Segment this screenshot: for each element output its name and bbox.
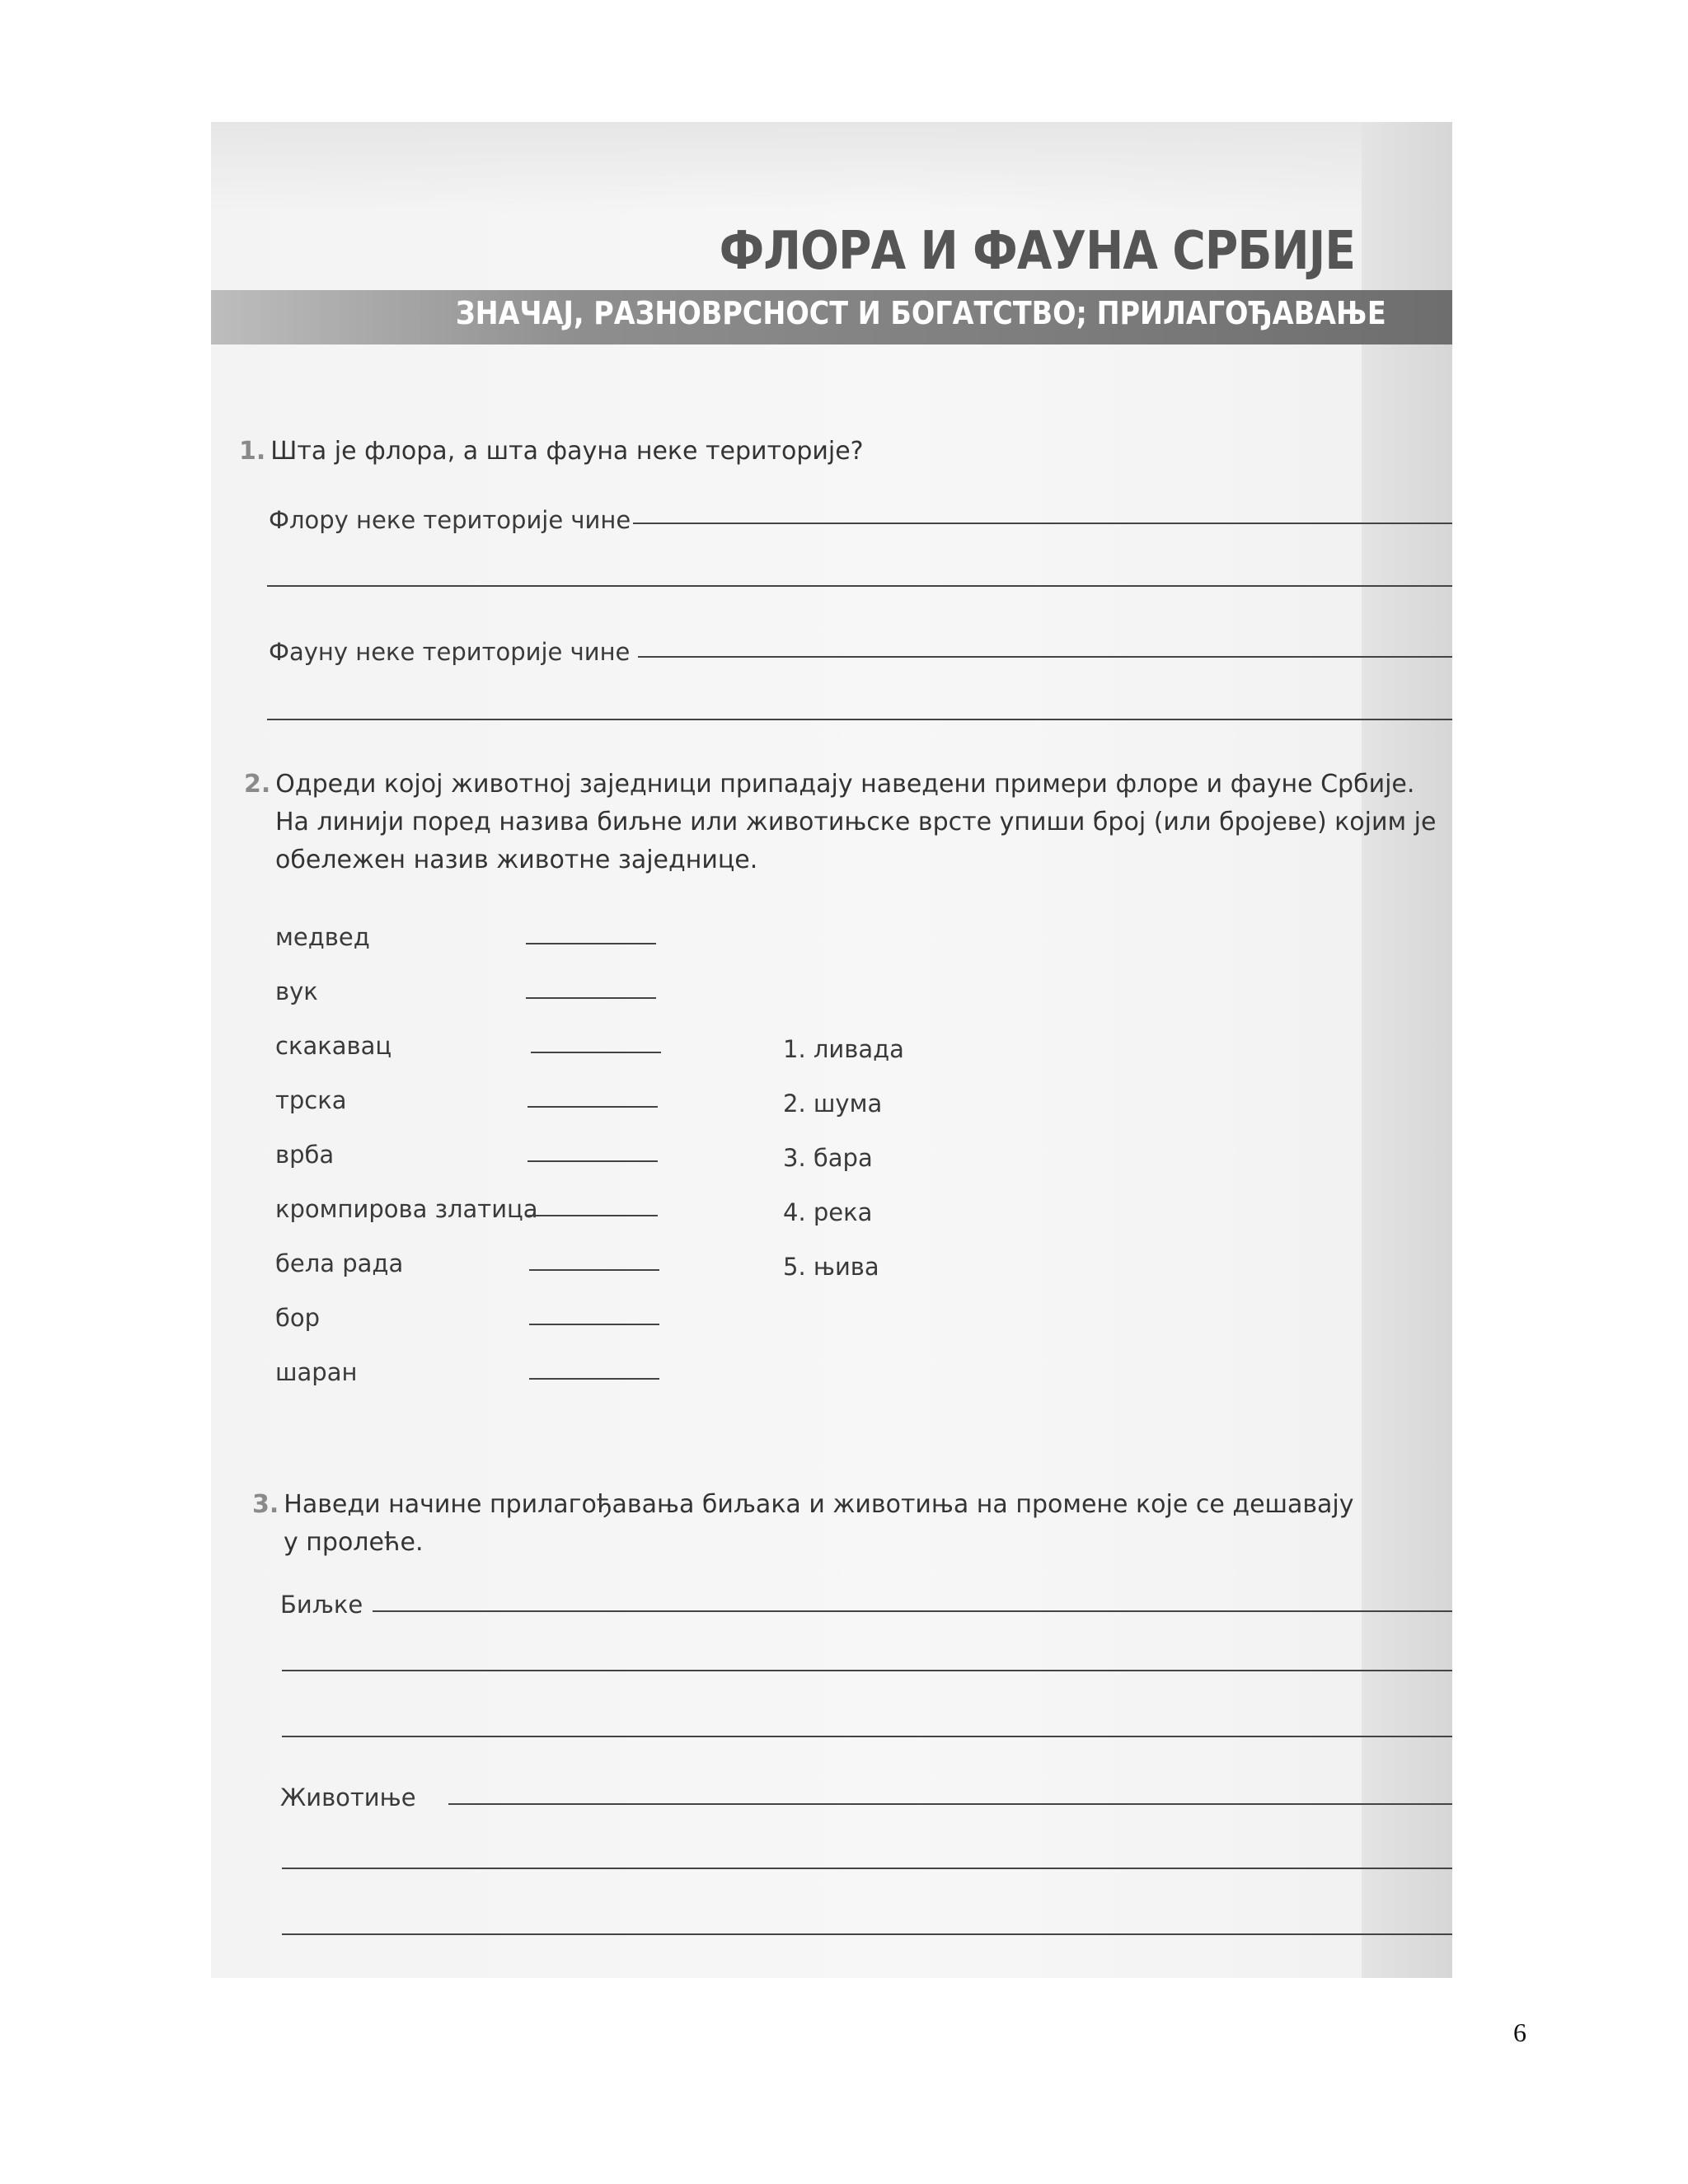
species-bear-answer-line[interactable] [526, 943, 656, 944]
flora-answer-line-1[interactable] [633, 523, 1452, 524]
fauna-answer-line-2[interactable] [267, 719, 1452, 720]
species-wolf-answer-line[interactable] [526, 997, 656, 999]
right-edge-panel [1362, 122, 1452, 1978]
species-potato-beetle-answer-line[interactable] [528, 1215, 658, 1216]
question-2-text-3: обележен назив животне заједнице. [275, 846, 758, 874]
flora-prompt: Флору неке територије чине [269, 506, 631, 534]
question-3-text-1: Наведи начине прилагођавања биљака и животиња на промене које се дешавају [284, 1490, 1354, 1519]
species-grasshopper-answer-line[interactable] [531, 1052, 661, 1053]
community-pond: 3. бара [783, 1144, 873, 1172]
question-2-line-3 [275, 841, 757, 880]
species-oxeye-daisy: бела рада [275, 1249, 404, 1277]
page-number: 6 [1513, 2018, 1526, 2047]
plants-answer-line-2[interactable] [282, 1670, 1452, 1671]
header-shade [211, 122, 1452, 213]
species-oxeye-daisy-answer-line[interactable] [529, 1269, 659, 1271]
animals-answer-line-1[interactable] [448, 1803, 1452, 1805]
plants-answer-line-3[interactable] [282, 1736, 1452, 1737]
species-reed: трска [275, 1086, 347, 1114]
question-1-text: Шта је флора, а шта фауна неке територије? [270, 437, 864, 466]
flora-answer-line-2[interactable] [267, 585, 1452, 587]
question-3-line-1 [252, 1485, 1354, 1525]
community-field: 5. њива [783, 1253, 879, 1281]
community-river: 4. река [783, 1198, 873, 1226]
species-pine-answer-line[interactable] [529, 1324, 659, 1325]
plants-answer-line-1[interactable] [373, 1610, 1452, 1612]
community-forest: 2. шума [783, 1090, 883, 1118]
animals-prompt: Животиње [280, 1783, 416, 1811]
question-3-line-2 [284, 1523, 423, 1563]
species-willow-answer-line[interactable] [528, 1160, 658, 1162]
question-2-line-1 [244, 765, 1414, 804]
animals-answer-line-2[interactable] [282, 1868, 1452, 1869]
species-carp: шаран [275, 1358, 358, 1386]
page-title: ФЛОРА И ФАУНА СРБИЈЕ [719, 221, 1355, 282]
species-willow: врба [275, 1141, 335, 1169]
species-reed-answer-line[interactable] [528, 1106, 658, 1108]
page-subtitle: ЗНАЧАЈ, РАЗНОВРСНОСТ И БОГАТСТВО; ПРИЛАГОЂАВАЊЕ [456, 295, 1386, 331]
question-1-number: 1. [239, 437, 266, 466]
plants-prompt: Биљке [280, 1591, 363, 1619]
question-3-number: 3. [252, 1490, 279, 1519]
species-potato-beetle: кромпирова златица [275, 1195, 538, 1223]
species-grasshopper: скакавац [275, 1032, 392, 1060]
species-carp-answer-line[interactable] [529, 1378, 659, 1380]
question-2-text-1: Одреди којој животној заједници припадају наведени примери флоре и фауне Србије. [275, 770, 1415, 799]
worksheet-page [211, 122, 1452, 1978]
fauna-prompt: Фауну неке територије чине [269, 638, 631, 666]
question-3-text-2: у пролеће. [284, 1528, 424, 1557]
community-meadow: 1. ливада [783, 1035, 904, 1063]
species-pine: бор [275, 1304, 321, 1332]
question-2-line-2 [275, 803, 1436, 842]
species-wolf: вук [275, 977, 318, 1005]
animals-answer-line-3[interactable] [282, 1933, 1452, 1935]
question-2-text-2: На линији поред назива биљне или животињске врсте упиши број (или бројеве) којим је [275, 808, 1437, 837]
question-2-number: 2. [244, 770, 271, 799]
fauna-answer-line-1[interactable] [638, 656, 1452, 658]
species-bear: медвед [275, 923, 370, 951]
question-1 [239, 432, 864, 471]
